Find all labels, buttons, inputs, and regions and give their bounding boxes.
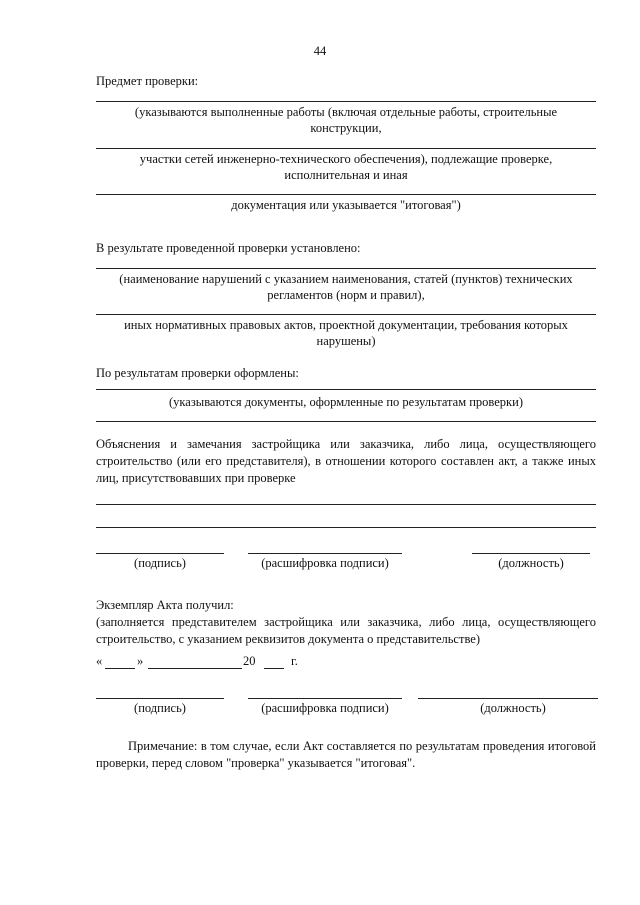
copy-label: Экземпляр Акта получил: bbox=[96, 598, 234, 612]
sign1-line bbox=[96, 553, 224, 554]
decode1-line bbox=[248, 553, 402, 554]
subject-hint-3: документация или указывается "итоговая") bbox=[231, 198, 461, 212]
result-hint-1a: (наименование нарушений с указанием наименования, статей (пунктов) технических bbox=[119, 272, 573, 286]
result-line-1 bbox=[96, 268, 596, 269]
position2-caption: (должность) bbox=[480, 701, 546, 715]
date-close-quote: » bbox=[137, 654, 144, 668]
subject-label: Предмет проверки: bbox=[96, 74, 199, 88]
note-text: Примечание: в том случае, если Акт составляется по результатам проведения итоговой проверки, перед словом "проверка" указывается "итоговая". bbox=[96, 739, 596, 770]
decode2-line bbox=[248, 698, 402, 699]
docs-hint: (указываются документы, оформленные по результатам проверки) bbox=[169, 395, 523, 409]
explanations-text: Объяснения и замечания застройщика или заказчика, либо лица, осуществляющего строительство (или его представителя), в отношении которого составлен акт, а также иных лиц, присутствовавших при проверке bbox=[96, 437, 596, 485]
sign2-caption: (подпись) bbox=[134, 701, 186, 715]
subject-hint-1b: конструкции, bbox=[310, 121, 382, 135]
copy-hint: (заполняется представителем застройщика или заказчика, либо лица, осуществляющего строительство, с указанием реквизитов документа о представительстве) bbox=[96, 615, 596, 646]
date-year-prefix: 20 bbox=[243, 654, 256, 668]
position1-line bbox=[472, 553, 590, 554]
subject-hint-1a: (указываются выполненные работы (включая отдельные работы, строительные bbox=[134, 105, 558, 119]
explanations-line-2 bbox=[96, 527, 596, 528]
subject-hint-2b: исполнительная и иная bbox=[284, 168, 408, 182]
sign2-line bbox=[96, 698, 224, 699]
result-hint-2b: нарушены) bbox=[316, 334, 376, 348]
position1-caption: (должность) bbox=[498, 556, 564, 570]
sign1-caption: (подпись) bbox=[134, 556, 186, 570]
docs-line-2 bbox=[96, 421, 596, 422]
decode1-caption: (расшифровка подписи) bbox=[261, 556, 389, 570]
docs-label: По результатам проверки оформлены: bbox=[96, 366, 299, 380]
position2-line bbox=[418, 698, 598, 699]
explanations-line-1 bbox=[96, 504, 596, 505]
result-hint-1b: регламентов (норм и правил), bbox=[267, 288, 425, 302]
date-month-line bbox=[148, 668, 242, 669]
date-open-quote: « bbox=[96, 654, 103, 668]
result-line-2 bbox=[96, 314, 596, 315]
subject-line-1 bbox=[96, 101, 596, 102]
subject-hint-2a: участки сетей инженерно-технического обеспечения), подлежащие проверке, bbox=[139, 152, 553, 166]
result-hint-2a: иных нормативных правовых актов, проектной документации, требования которых bbox=[124, 318, 568, 332]
decode2-caption: (расшифровка подписи) bbox=[261, 701, 389, 715]
page-number: 44 bbox=[313, 44, 327, 58]
date-year-line bbox=[264, 668, 284, 669]
result-label: В результате проведенной проверки установлено: bbox=[96, 241, 361, 255]
date-day-line bbox=[105, 668, 135, 669]
docs-line-1 bbox=[96, 389, 596, 390]
date-year-suffix: г. bbox=[291, 654, 298, 668]
subject-line-2 bbox=[96, 148, 596, 149]
subject-line-3 bbox=[96, 194, 596, 195]
